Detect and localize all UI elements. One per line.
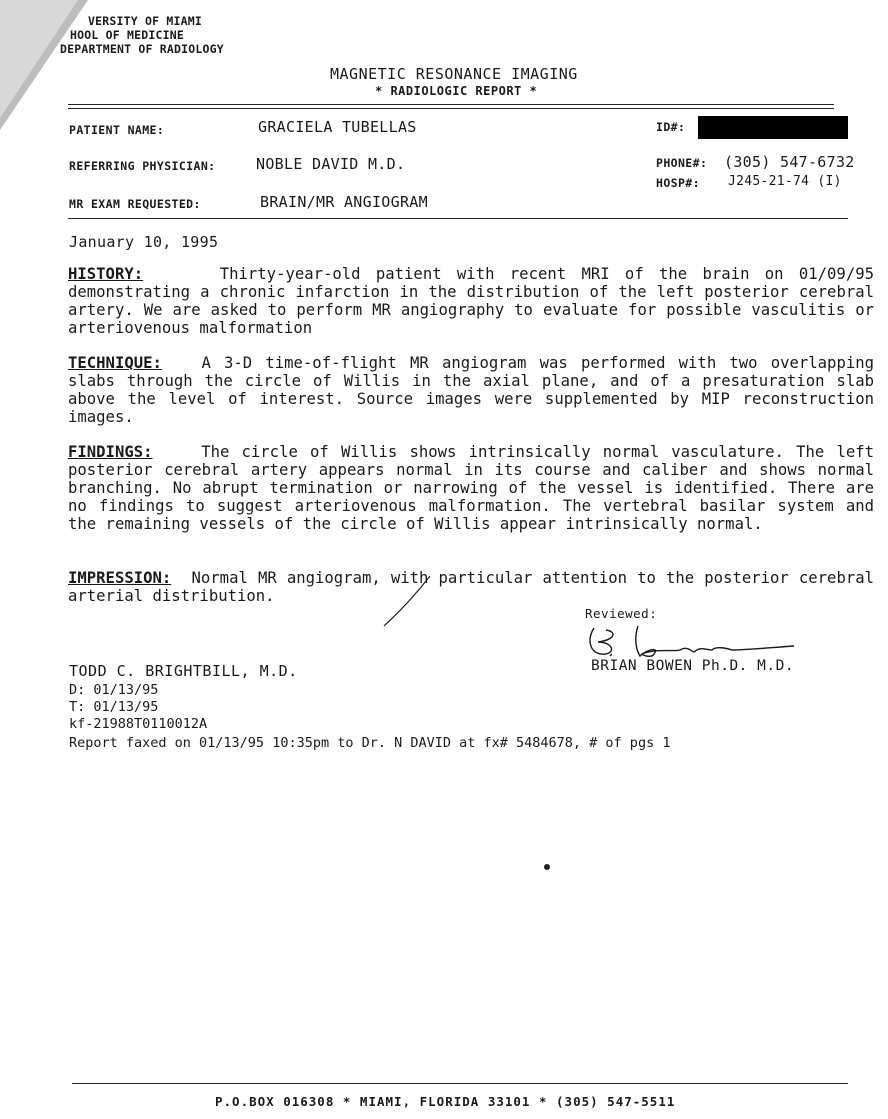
exam-requested-label: MR EXAM REQUESTED:	[69, 197, 201, 211]
hosp-value: J245-21-74 (I)	[728, 174, 842, 189]
technique-section	[68, 354, 874, 426]
phone-value: (305) 547-6732	[724, 153, 855, 171]
footer-rule	[72, 1083, 848, 1084]
referring-physician-value: NOBLE DAVID M.D.	[256, 155, 406, 173]
reviewer-name: BRIAN BOWEN Ph.D. M.D.	[591, 658, 795, 674]
findings-heading: FINDINGS:	[68, 443, 153, 461]
technique-heading: TECHNIQUE:	[68, 354, 162, 372]
phone-label: PHONE#:	[656, 156, 708, 170]
dictated-date: D: 01/13/95	[69, 682, 159, 698]
header-rule-bottom	[68, 108, 834, 109]
author-name: TODD C. BRIGHTBILL, M.D.	[69, 662, 298, 680]
findings-section	[68, 443, 874, 533]
transcribed-date: T: 01/13/95	[69, 699, 159, 715]
referring-physician-label: REFERRING PHYSICIAN:	[69, 159, 216, 173]
history-section	[68, 265, 874, 337]
history-heading: HISTORY:	[68, 265, 144, 283]
technique-text: A 3-D time-of-flight MR angiogram was performed with two overlapping slabs through the circle of Willis in the axial plane, and of a presaturation slab above the level of interest. Source images were supplemented by MIP reconstruction images.	[68, 354, 875, 426]
transcription-reference: kf-21988T0110012A	[69, 716, 208, 732]
institution-line1: VERSITY OF MIAMI	[88, 14, 202, 28]
institution-line3: DEPARTMENT OF RADIOLOGY	[60, 42, 224, 56]
page-corner-fold-shadow	[0, 0, 78, 118]
impression-text: Normal MR angiogram, with particular attention to the posterior cerebral arterial distribution.	[68, 569, 875, 605]
report-title: MAGNETIC RESONANCE IMAGING	[330, 65, 578, 83]
findings-text: The circle of Willis shows intrinsically normal vasculature. The left posterior cerebral artery appears normal in its course and caliber and shows normal branching. No abrupt termination or narrowing of the vessel is identified. There are no findings to suggest arteriovenous malformation. The vertebral basilar system and the remaining vessels of the circle of Willis appear intrinsically normal.	[68, 443, 874, 533]
id-label: ID#:	[656, 120, 686, 134]
impression-heading: IMPRESSION:	[68, 569, 172, 587]
report-subtitle: * RADIOLOGIC REPORT *	[375, 84, 538, 98]
ink-speck	[544, 864, 550, 870]
patient-name-label: PATIENT NAME:	[69, 123, 165, 137]
fax-transmission-line: Report faxed on 01/13/95 10:35pm to Dr. N DAVID at fx# 5484678, # of pgs 1	[69, 735, 671, 751]
institution-line2: HOOL OF MEDICINE	[70, 28, 184, 42]
exam-requested-value: BRAIN/MR ANGIOGRAM	[260, 193, 428, 211]
impression-section	[68, 569, 874, 605]
pen-stroke-mark	[380, 572, 440, 632]
redacted-id-box	[698, 116, 848, 139]
reviewed-label: Reviewed:	[585, 606, 658, 621]
report-date: January 10, 1995	[69, 233, 219, 251]
hosp-label: HOSP#:	[656, 176, 700, 190]
patient-name-value: GRACIELA TUBELLAS	[258, 118, 417, 136]
fields-rule	[68, 218, 848, 219]
footer-address: P.O.BOX 016308 * MIAMI, FLORIDA 33101 * (305) 547-5511	[215, 1094, 676, 1109]
header-rule-top	[68, 104, 834, 105]
history-text: Thirty-year-old patient with recent MRI of the brain on 01/09/95 demonstrating a chronic infarction in the distribution of the left posterior cerebral artery. We are asked to perform MR angiography to evaluate for possible vasculitis or arteriovenous malformation	[68, 265, 874, 337]
